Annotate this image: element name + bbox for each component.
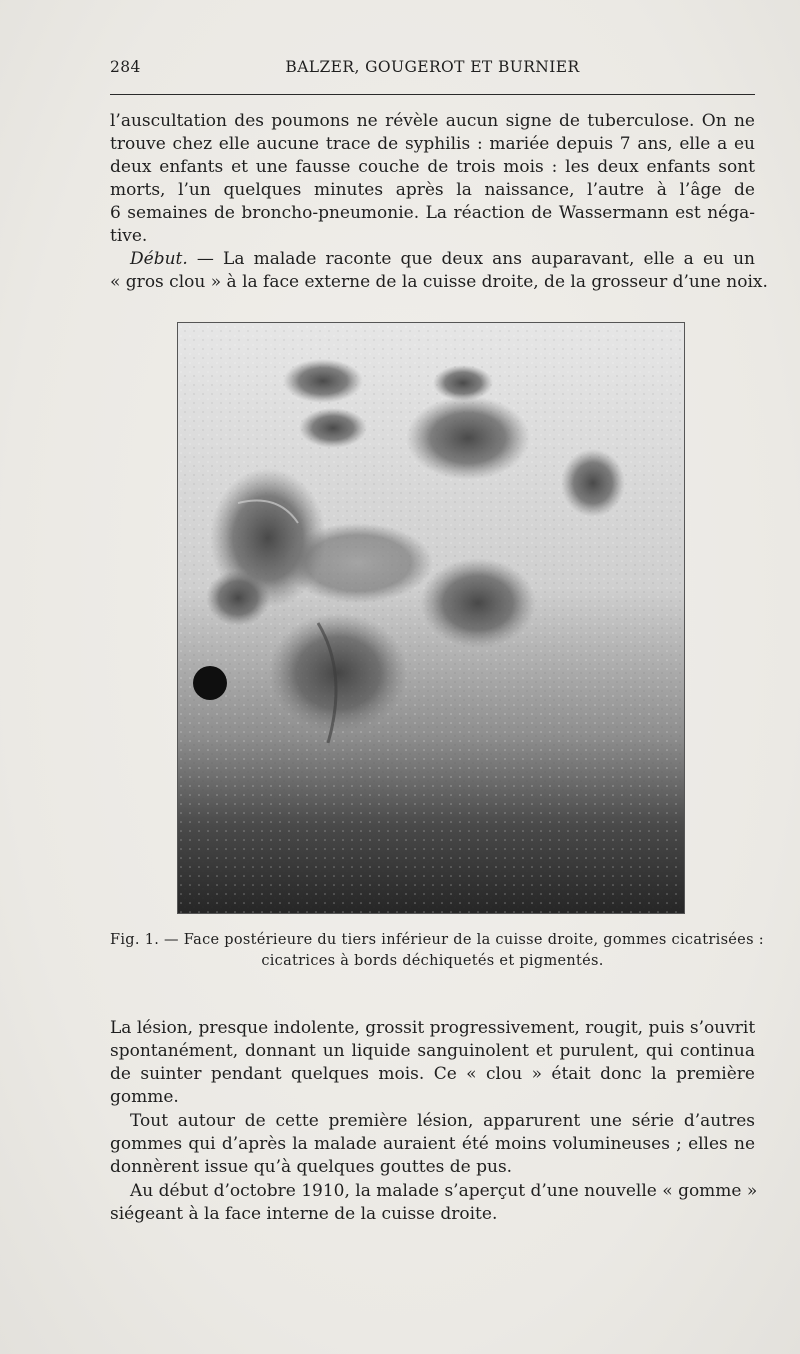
text-fragment: — La malade raconte que deux ans auparavant, elle a eu un <box>187 249 755 269</box>
paragraph-1 <box>110 110 755 248</box>
header-rule <box>110 94 755 95</box>
section-heading-debut: Début. <box>130 249 188 269</box>
caption-line: cicatrices à bords déchiquetés et pigmentés. <box>261 953 604 969</box>
text-line: La lésion, presque indolente, grossit progressivement, rougit, puis s’ouvrit <box>110 1018 756 1038</box>
page-number: 284 <box>110 58 141 76</box>
text-line: trouve chez elle aucune trace de syphilis : mariée depuis 7 ans, elle a eu <box>110 134 755 154</box>
text-line: gommes qui d’après la malade auraient été moins volumineuses ; elles ne <box>110 1134 755 1154</box>
caption-line: Fig. 1. — Face postérieure du tiers inférieur de la cuisse droite, gommes cicatrisées : <box>110 932 764 948</box>
black-mark <box>193 666 227 700</box>
text-line: 6 semaines de broncho-pneumonie. La réaction de Wassermann est néga- <box>110 203 755 223</box>
text-line: tive. <box>110 226 148 246</box>
thigh-lesion-photo <box>178 323 684 913</box>
text-line: spontanément, donnant un liquide sanguinolent et purulent, qui continua <box>110 1041 755 1061</box>
text-line: deux enfants et une fausse couche de trois mois : les deux enfants sont <box>110 157 755 177</box>
text-line <box>110 248 755 271</box>
paragraph-4 <box>110 1110 755 1179</box>
text-line: l’auscultation des poumons ne révèle aucun signe de tuberculose. On ne <box>110 111 755 131</box>
text-line: Au début d’octobre 1910, la malade s’aperçut d’une nouvelle « gomme » <box>130 1181 758 1201</box>
text-line: Tout autour de cette première lésion, apparurent une série d’autres <box>130 1111 755 1131</box>
page-header <box>110 58 755 82</box>
clinical-photograph <box>177 322 685 914</box>
text-line: gomme. <box>110 1087 179 1107</box>
paragraph-5 <box>110 1180 758 1226</box>
paragraph-3 <box>110 1017 755 1109</box>
running-title: BALZER, GOUGEROT ET BURNIER <box>285 58 580 76</box>
text-line: de suinter pendant quelques mois. Ce « clou » était donc la première <box>110 1064 755 1084</box>
figure-caption <box>110 930 764 972</box>
text-line: morts, l’un quelques minutes après la naissance, l’autre à l’âge de <box>110 180 755 200</box>
text-line: « gros clou » à la face externe de la cuisse droite, de la grosseur d’une noix. <box>110 272 768 292</box>
text-line: donnèrent issue qu’à quelques gouttes de pus. <box>110 1157 513 1177</box>
paragraph-2 <box>110 248 768 294</box>
text-line: siégeant à la face interne de la cuisse droite. <box>110 1204 498 1224</box>
